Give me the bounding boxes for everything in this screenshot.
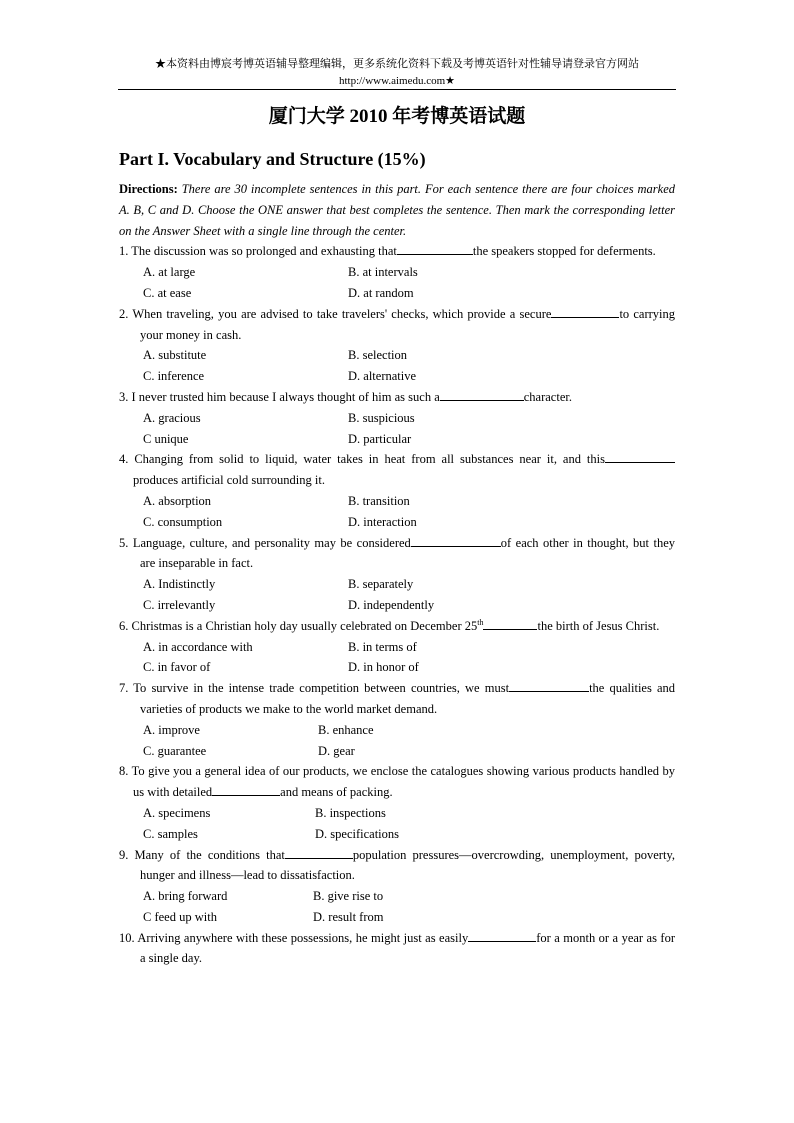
question-4 <box>119 449 675 532</box>
option-c: C. guarantee <box>143 743 207 758</box>
options <box>119 574 675 616</box>
option-a: A. absorption <box>143 493 212 508</box>
option-d: D. independently <box>348 597 435 612</box>
option-d: D. in honor of <box>348 660 419 675</box>
question-stem <box>119 241 675 262</box>
option-b: B. separately <box>348 577 414 592</box>
stem-text-before: 1. The discussion was so prolonged and exhausting that <box>119 244 397 259</box>
option-d: D. specifications <box>315 826 400 841</box>
option-a: A. substitute <box>143 348 207 363</box>
option-c: C. at ease <box>143 285 192 300</box>
option-b: B. suspicious <box>348 410 415 425</box>
directions <box>119 179 675 241</box>
stem-text-after: and means of packing. <box>280 785 393 800</box>
stem-text-after: the speakers stopped for deferments. <box>472 244 656 259</box>
directions-label: Directions: <box>119 182 178 196</box>
stem-text-before: 4. Changing from solid to liquid, water takes in heat from all substances near it, and this <box>119 452 605 467</box>
options <box>119 720 675 762</box>
stem-text-after: the birth of Jesus Christ. <box>537 618 660 633</box>
option-c: C. consumption <box>143 514 223 529</box>
stem-text-before: 10. Arriving anywhere with these possessions, he might just as easily <box>119 930 469 945</box>
option-d: D. at random <box>348 285 414 300</box>
stem-text-before: 8. To give you a general idea of our products, we enclose the catalogues showing various products handled by us with detailed <box>119 764 675 800</box>
question-6 <box>119 616 675 678</box>
question-stem <box>119 616 675 637</box>
stem-text-before: 7. To survive in the intense trade competition between countries, we must <box>119 681 510 696</box>
option-d: D. gear <box>318 743 355 758</box>
answer-blank <box>440 387 524 401</box>
answer-blank <box>483 616 537 630</box>
question-stem <box>119 304 675 346</box>
stem-text-after: to carrying your money in cash. <box>140 306 675 342</box>
options <box>119 886 675 928</box>
question-5 <box>119 533 675 616</box>
option-b: B. selection <box>348 348 408 363</box>
option-a: A. improve <box>143 722 200 737</box>
option-c: C. inference <box>143 369 205 384</box>
answer-blank <box>285 845 353 859</box>
stem-text-after: population pressures—overcrowding, unemployment, poverty, hunger and illness—lead to dissatisfaction. <box>140 847 676 883</box>
question-stem <box>119 761 675 803</box>
option-b: B. transition <box>348 493 410 508</box>
option-a: A. Indistinctly <box>143 577 216 592</box>
options <box>119 491 675 533</box>
answer-blank <box>468 928 536 942</box>
header-divider <box>118 89 676 90</box>
option-a: A. specimens <box>143 805 211 820</box>
question-stem <box>119 928 675 970</box>
header-notice-line1: ★本资料由博宸考博英语辅导整理编辑，更多系统化资料下载及考博英语针对性辅导请登录官方网站 <box>155 58 639 70</box>
stem-text-after: produces artificial cold surrounding it. <box>133 473 325 488</box>
options <box>119 803 675 845</box>
question-3 <box>119 387 675 449</box>
part-heading: Part I. Vocabulary and Structure (15%) <box>119 149 426 169</box>
question-2 <box>119 304 675 387</box>
directions-text: There are 30 incomplete sentences in this part. For each sentence there are four choices marked A. B, C and D. Choose the ONE answer that best completes the sentence. Then mark the corresponding letter on the Answer Sheet with a single line through the center. <box>119 182 675 238</box>
stem-text-before: 2. When traveling, you are advised to take travelers' checks, which provide a secure <box>119 306 552 321</box>
option-b: B. enhance <box>318 722 374 737</box>
answer-blank <box>212 782 280 796</box>
option-c: C. in favor of <box>143 660 211 675</box>
header-notice-line2: http://www.aimedu.com★ <box>338 75 456 87</box>
option-a: A. at large <box>143 265 196 280</box>
question-1 <box>119 241 675 303</box>
options <box>119 262 675 304</box>
stem-text-after: the qualities and varieties of products we make to the world market demand. <box>140 681 676 716</box>
answer-blank <box>397 241 473 255</box>
question-stem <box>119 449 675 491</box>
option-a: A. gracious <box>143 410 201 425</box>
stem-text-before: 5. Language, culture, and personality may be considered <box>119 535 411 550</box>
answer-blank <box>411 533 501 547</box>
question-stem <box>119 533 675 575</box>
stem-text-after: character. <box>523 389 572 404</box>
option-d: D. particular <box>348 431 412 446</box>
question-stem <box>119 387 675 408</box>
exam-body <box>119 179 675 969</box>
stem-text-before: 3. I never trusted him because I always thought of him as such a <box>119 389 440 404</box>
options <box>119 637 675 679</box>
header-notice <box>118 56 676 90</box>
stem-text-before: 6. Christmas is a Christian holy day usually celebrated on December 25 <box>119 618 478 633</box>
option-c: C unique <box>143 431 189 446</box>
option-d: D. result from <box>313 909 384 924</box>
options <box>119 345 675 387</box>
question-7 <box>119 678 675 761</box>
question-stem <box>119 678 675 720</box>
stem-text-before: 9. Many of the conditions that <box>119 847 285 862</box>
options <box>119 408 675 450</box>
answer-blank <box>551 304 619 318</box>
option-d: D. interaction <box>348 514 417 529</box>
option-d: D. alternative <box>348 369 417 384</box>
option-c: C. samples <box>143 826 198 841</box>
option-b: B. inspections <box>315 805 386 820</box>
option-b: B. give rise to <box>313 889 384 904</box>
answer-blank <box>509 678 589 692</box>
superscript: th <box>477 617 484 627</box>
question-stem <box>119 845 675 887</box>
question-10 <box>119 928 675 970</box>
document-title: 厦门大学 2010 年考博英语试题 <box>268 106 526 127</box>
stem-text-after: for a month or a year as for a single day. <box>140 930 675 966</box>
option-b: B. at intervals <box>348 265 418 280</box>
option-c: C. irrelevantly <box>143 597 216 612</box>
option-a: A. bring forward <box>143 889 228 904</box>
question-9 <box>119 845 675 928</box>
option-a: A. in accordance with <box>143 639 253 654</box>
stem-text-after: of each other in thought, but they are inseparable in fact. <box>140 535 676 571</box>
option-b: B. in terms of <box>348 639 417 654</box>
option-c: C feed up with <box>143 909 217 924</box>
answer-blank <box>605 449 675 463</box>
question-8 <box>119 761 675 844</box>
